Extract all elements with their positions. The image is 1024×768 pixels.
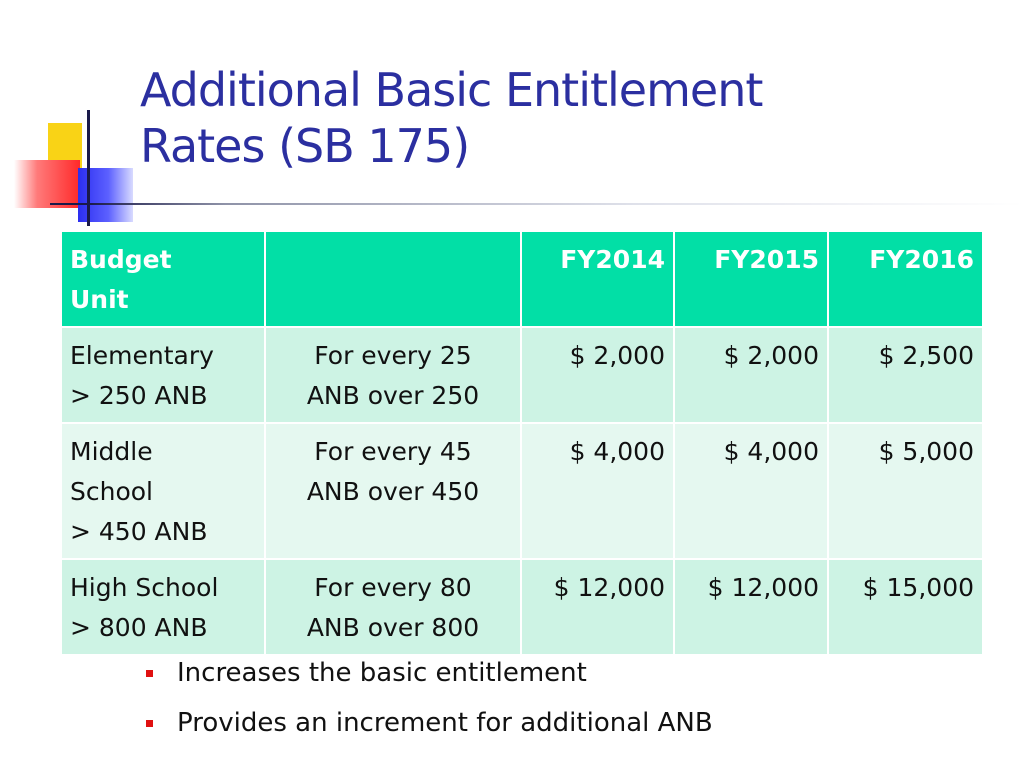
rule-line: For every 45: [314, 437, 472, 466]
bullet-item: [146, 698, 713, 748]
budget-unit-cell: [61, 327, 265, 423]
budget-unit-line: Middle: [70, 437, 153, 466]
header-budget-unit-line-2: Unit: [70, 285, 129, 314]
slide-title-line-1: Additional Basic Entitlement: [140, 63, 763, 117]
table-header-row: [61, 231, 983, 327]
header-fy2014: FY2014: [521, 231, 674, 327]
header-budget-unit: [61, 231, 265, 327]
slide-title-line-2: Rates (SB 175): [140, 119, 470, 173]
fy2014-cell: $ 12,000: [521, 559, 674, 655]
header-fy2015: FY2015: [674, 231, 828, 327]
rule-cell: [265, 423, 521, 559]
budget-unit-line: > 250 ANB: [70, 381, 208, 410]
fy2016-cell: $ 5,000: [828, 423, 983, 559]
budget-unit-line: Elementary: [70, 341, 214, 370]
rule-cell: [265, 327, 521, 423]
header-rule: [265, 231, 521, 327]
bullet-text: Provides an increment for additional ANB: [177, 708, 713, 738]
budget-unit-line: > 800 ANB: [70, 613, 208, 642]
fy2015-cell: $ 2,000: [674, 327, 828, 423]
bullet-square-icon: [146, 720, 153, 727]
fy2016-cell: $ 15,000: [828, 559, 983, 655]
fy2015-cell: $ 4,000: [674, 423, 828, 559]
budget-unit-line: > 450 ANB: [70, 517, 208, 546]
table-row: [61, 423, 983, 559]
header-fy2016: FY2016: [828, 231, 983, 327]
rule-line: ANB over 450: [306, 477, 480, 506]
fy2016-cell: $ 2,500: [828, 327, 983, 423]
title-underline-rule: [50, 203, 1024, 205]
rule-line: ANB over 250: [306, 381, 480, 410]
fy2015-cell: $ 12,000: [674, 559, 828, 655]
rule-cell: [265, 559, 521, 655]
rule-line: ANB over 800: [306, 613, 480, 642]
red-square-decoration: [14, 160, 80, 208]
bullet-list: [146, 648, 713, 748]
table-row: [61, 327, 983, 423]
vertical-rule-decoration: [87, 110, 90, 226]
table-row: [61, 559, 983, 655]
slide-title: [140, 62, 1000, 174]
rule-line: For every 25: [314, 341, 472, 370]
rule-line: For every 80: [314, 573, 472, 602]
bullet-text: Increases the basic entitlement: [177, 658, 587, 688]
entitlement-rates-table: [60, 230, 984, 656]
bullet-square-icon: [146, 670, 153, 677]
budget-unit-line: High School: [70, 573, 219, 602]
budget-unit-cell: [61, 423, 265, 559]
bullet-item: [146, 648, 713, 698]
budget-unit-cell: [61, 559, 265, 655]
fy2014-cell: $ 2,000: [521, 327, 674, 423]
fy2014-cell: $ 4,000: [521, 423, 674, 559]
budget-unit-line: School: [70, 477, 153, 506]
header-budget-unit-line-1: Budget: [70, 245, 172, 274]
